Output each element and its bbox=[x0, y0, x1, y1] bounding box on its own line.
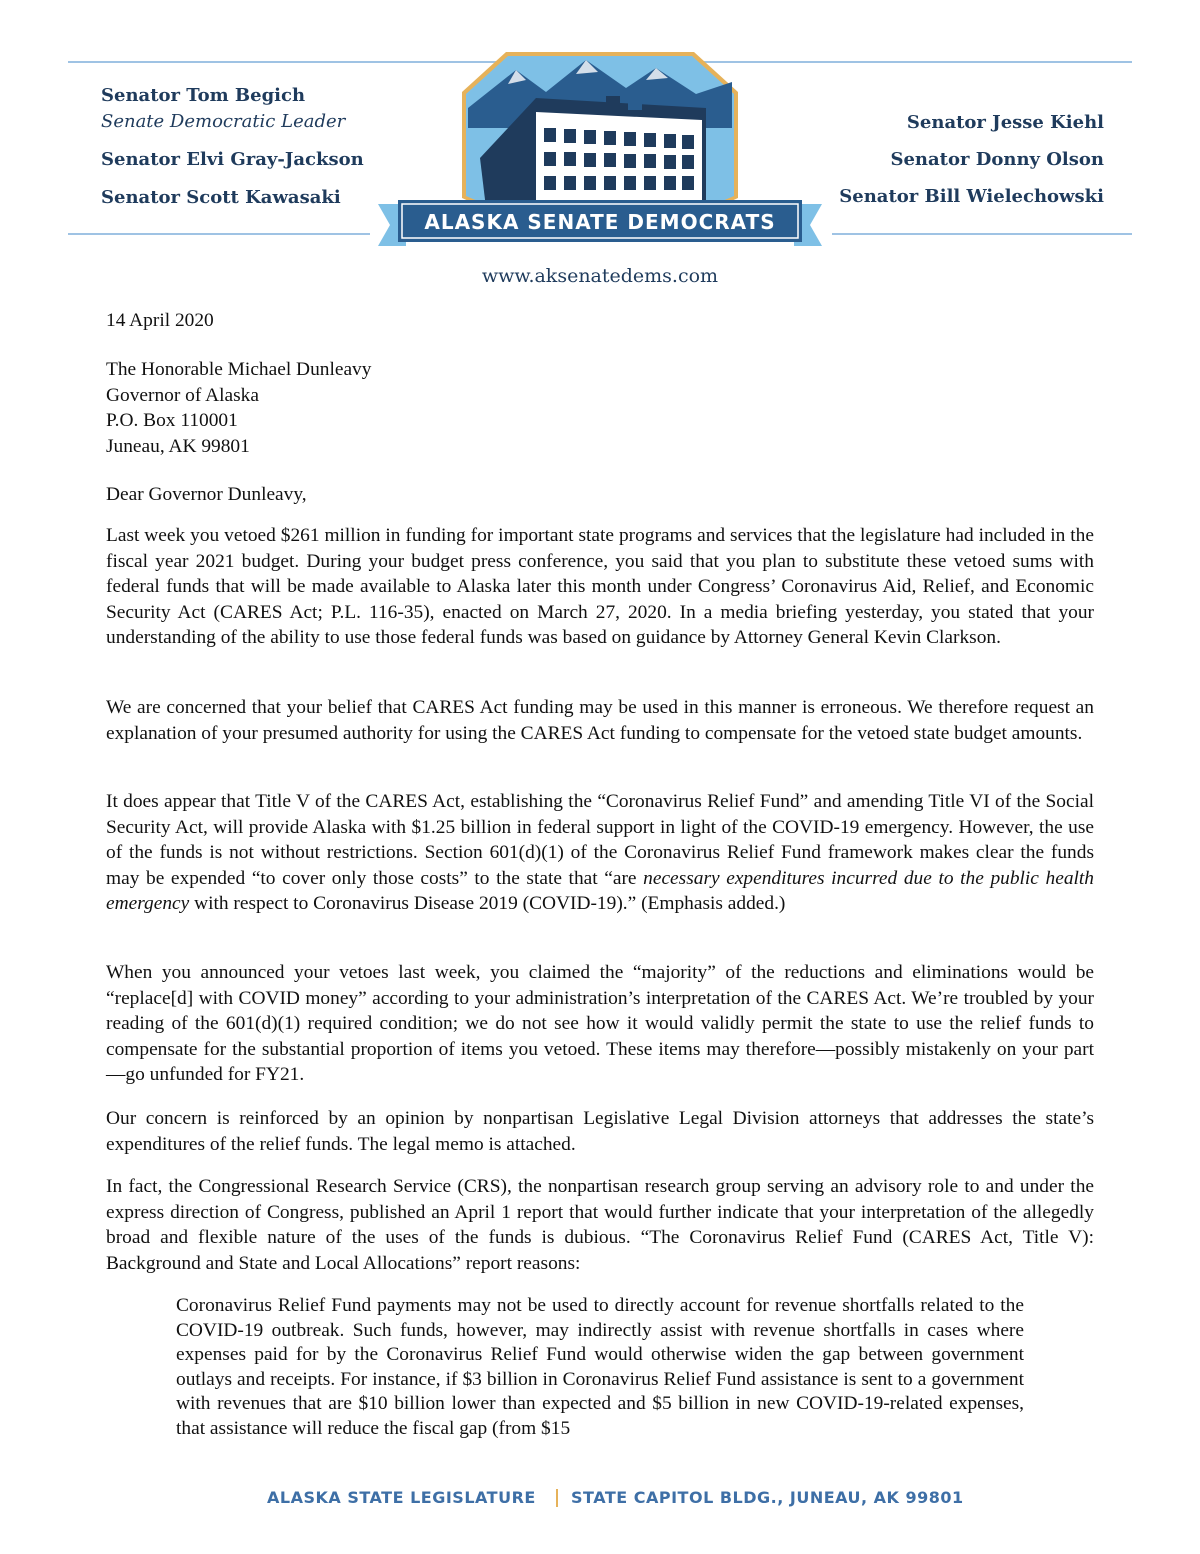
footer-address: STATE CAPITOL BLDG., JUNEAU, AK 99801 bbox=[571, 1488, 964, 1507]
paragraph-3-text-end: with respect to Coronavirus Disease 2019 (COVID-19).” (Emphasis added.) bbox=[189, 893, 786, 915]
footer-legislature: ALASKA STATE LEGISLATURE bbox=[267, 1488, 536, 1507]
recipient-address bbox=[106, 357, 1094, 459]
address-line: Governor of Alaska bbox=[106, 384, 259, 406]
paragraph-3-text: It does appear that Title V of the CARES Act, establishing the “Coronavirus Relief Fund” and amending Title VI of the Social Security Act, will provide Alaska with $1.25 billion in federal support in light of the COVID-19 emergency. However, the use of the funds is not without restrictions. Section 601(d)(1) of the Coronavirus Relief Fund framework makes clear the funds may be expended “to cover only those costs” to the state that “are bbox=[106, 791, 1094, 889]
senator-kiehl: Senator Jesse Kiehl bbox=[906, 112, 1104, 133]
senator-olson: Senator Donny Olson bbox=[890, 149, 1104, 170]
senator-gray-jackson: Senator Elvi Gray-Jackson bbox=[101, 149, 364, 170]
paragraph-4: When you announced your vetoes last week, you claimed the “majority” of the reductions and eliminations would be “replace[d] with COVID money” according to your administration’s interpretation of the CARES Act. We’re troubled by your reading of the 601(d)(1) required condition; we do not see how it would validly permit the state to use the relief funds to compensate for the substantial proportion of items you vetoed. These items may therefore—possibly mistakenly on your part—go unfunded for FY21. bbox=[106, 962, 1094, 1086]
website-url: www.aksenatedems.com bbox=[481, 265, 719, 287]
footer-separator bbox=[556, 1489, 558, 1507]
logo-flag bbox=[628, 100, 642, 110]
paragraph-3 bbox=[106, 789, 1094, 917]
address-line: Juneau, AK 99801 bbox=[106, 435, 250, 457]
alaska-senate-democrats-logo bbox=[376, 48, 824, 258]
address-line: P.O. Box 110001 bbox=[106, 410, 238, 432]
logo-building-face bbox=[536, 112, 702, 208]
paragraph-1: Last week you vetoed $261 million in funding for important state programs and services that the legislature had included in the fiscal year 2021 budget. During your budget press conference, you said that you plan to substitute these vetoed sums with federal funds that will be made available to Alaska later this month under Congress’ Coronavirus Aid, Relief, and Economic Security Act (CARES Act; P.L. 116-35), enacted on March 27, 2020. In a media briefing yesterday, you stated that your understanding of the ability to use those federal funds was based on guidance by Attorney General Kevin Clarkson. bbox=[106, 525, 1094, 649]
header-left-bottom-rule bbox=[68, 233, 370, 235]
salutation: Dear Governor Dunleavy, bbox=[106, 484, 307, 505]
header-right-bottom-rule bbox=[832, 233, 1132, 235]
senator-kawasaki: Senator Scott Kawasaki bbox=[101, 187, 341, 208]
logo-flag bbox=[606, 96, 620, 106]
paragraph-6: In fact, the Congressional Research Service (CRS), the nonpartisan research group serving an advisory role to and under the express direction of Congress, published an April 1 report that would further indicate that your interpretation of the allegedly broad and flexible nature of the uses of the funds is dubious. “The Coronavirus Relief Fund (CARES Act, Title V): Background and State and Local Allocations” report reasons: bbox=[106, 1176, 1094, 1274]
paragraph-2: We are concerned that your belief that CARES Act funding may be used in this manner is erroneous. We therefore request an explanation of your presumed authority for using the CARES Act funding to compensate for the vetoed state budget amounts. bbox=[106, 697, 1094, 744]
letter-date: 14 April 2020 bbox=[106, 310, 214, 331]
senator-begich: Senator Tom Begich bbox=[101, 85, 306, 106]
address-line: The Honorable Michael Dunleavy bbox=[106, 359, 372, 380]
logo-banner-text: ALASKA SENATE DEMOCRATS bbox=[424, 210, 776, 234]
senator-wielechowski: Senator Bill Wielechowski bbox=[839, 186, 1104, 207]
paragraph-5: Our concern is reinforced by an opinion by nonpartisan Legislative Legal Division attorneys that addresses the state’s expenditures of the relief funds. The legal memo is attached. bbox=[106, 1108, 1094, 1155]
senator-begich-title: Senate Democratic Leader bbox=[101, 111, 346, 132]
block-quote: Coronavirus Relief Fund payments may not be used to directly account for revenue shortfalls related to the COVID-19 outbreak. Such funds, however, may indirectly assist with revenue shortfalls in cases where expenses paid for by the Coronavirus Relief Fund would otherwise widen the gap between government outlays and receipts. For instance, if $3 billion in Coronavirus Relief Fund assistance is sent to a government with revenues that are $10 billion lower than expected and $5 billion in new COVID-19-related expenses, that assistance will reduce the fiscal gap (from $15 bbox=[176, 1295, 1024, 1439]
paragraph-3-emphasis: necessary expenditures incurred due to the public health emergency bbox=[106, 867, 1094, 915]
